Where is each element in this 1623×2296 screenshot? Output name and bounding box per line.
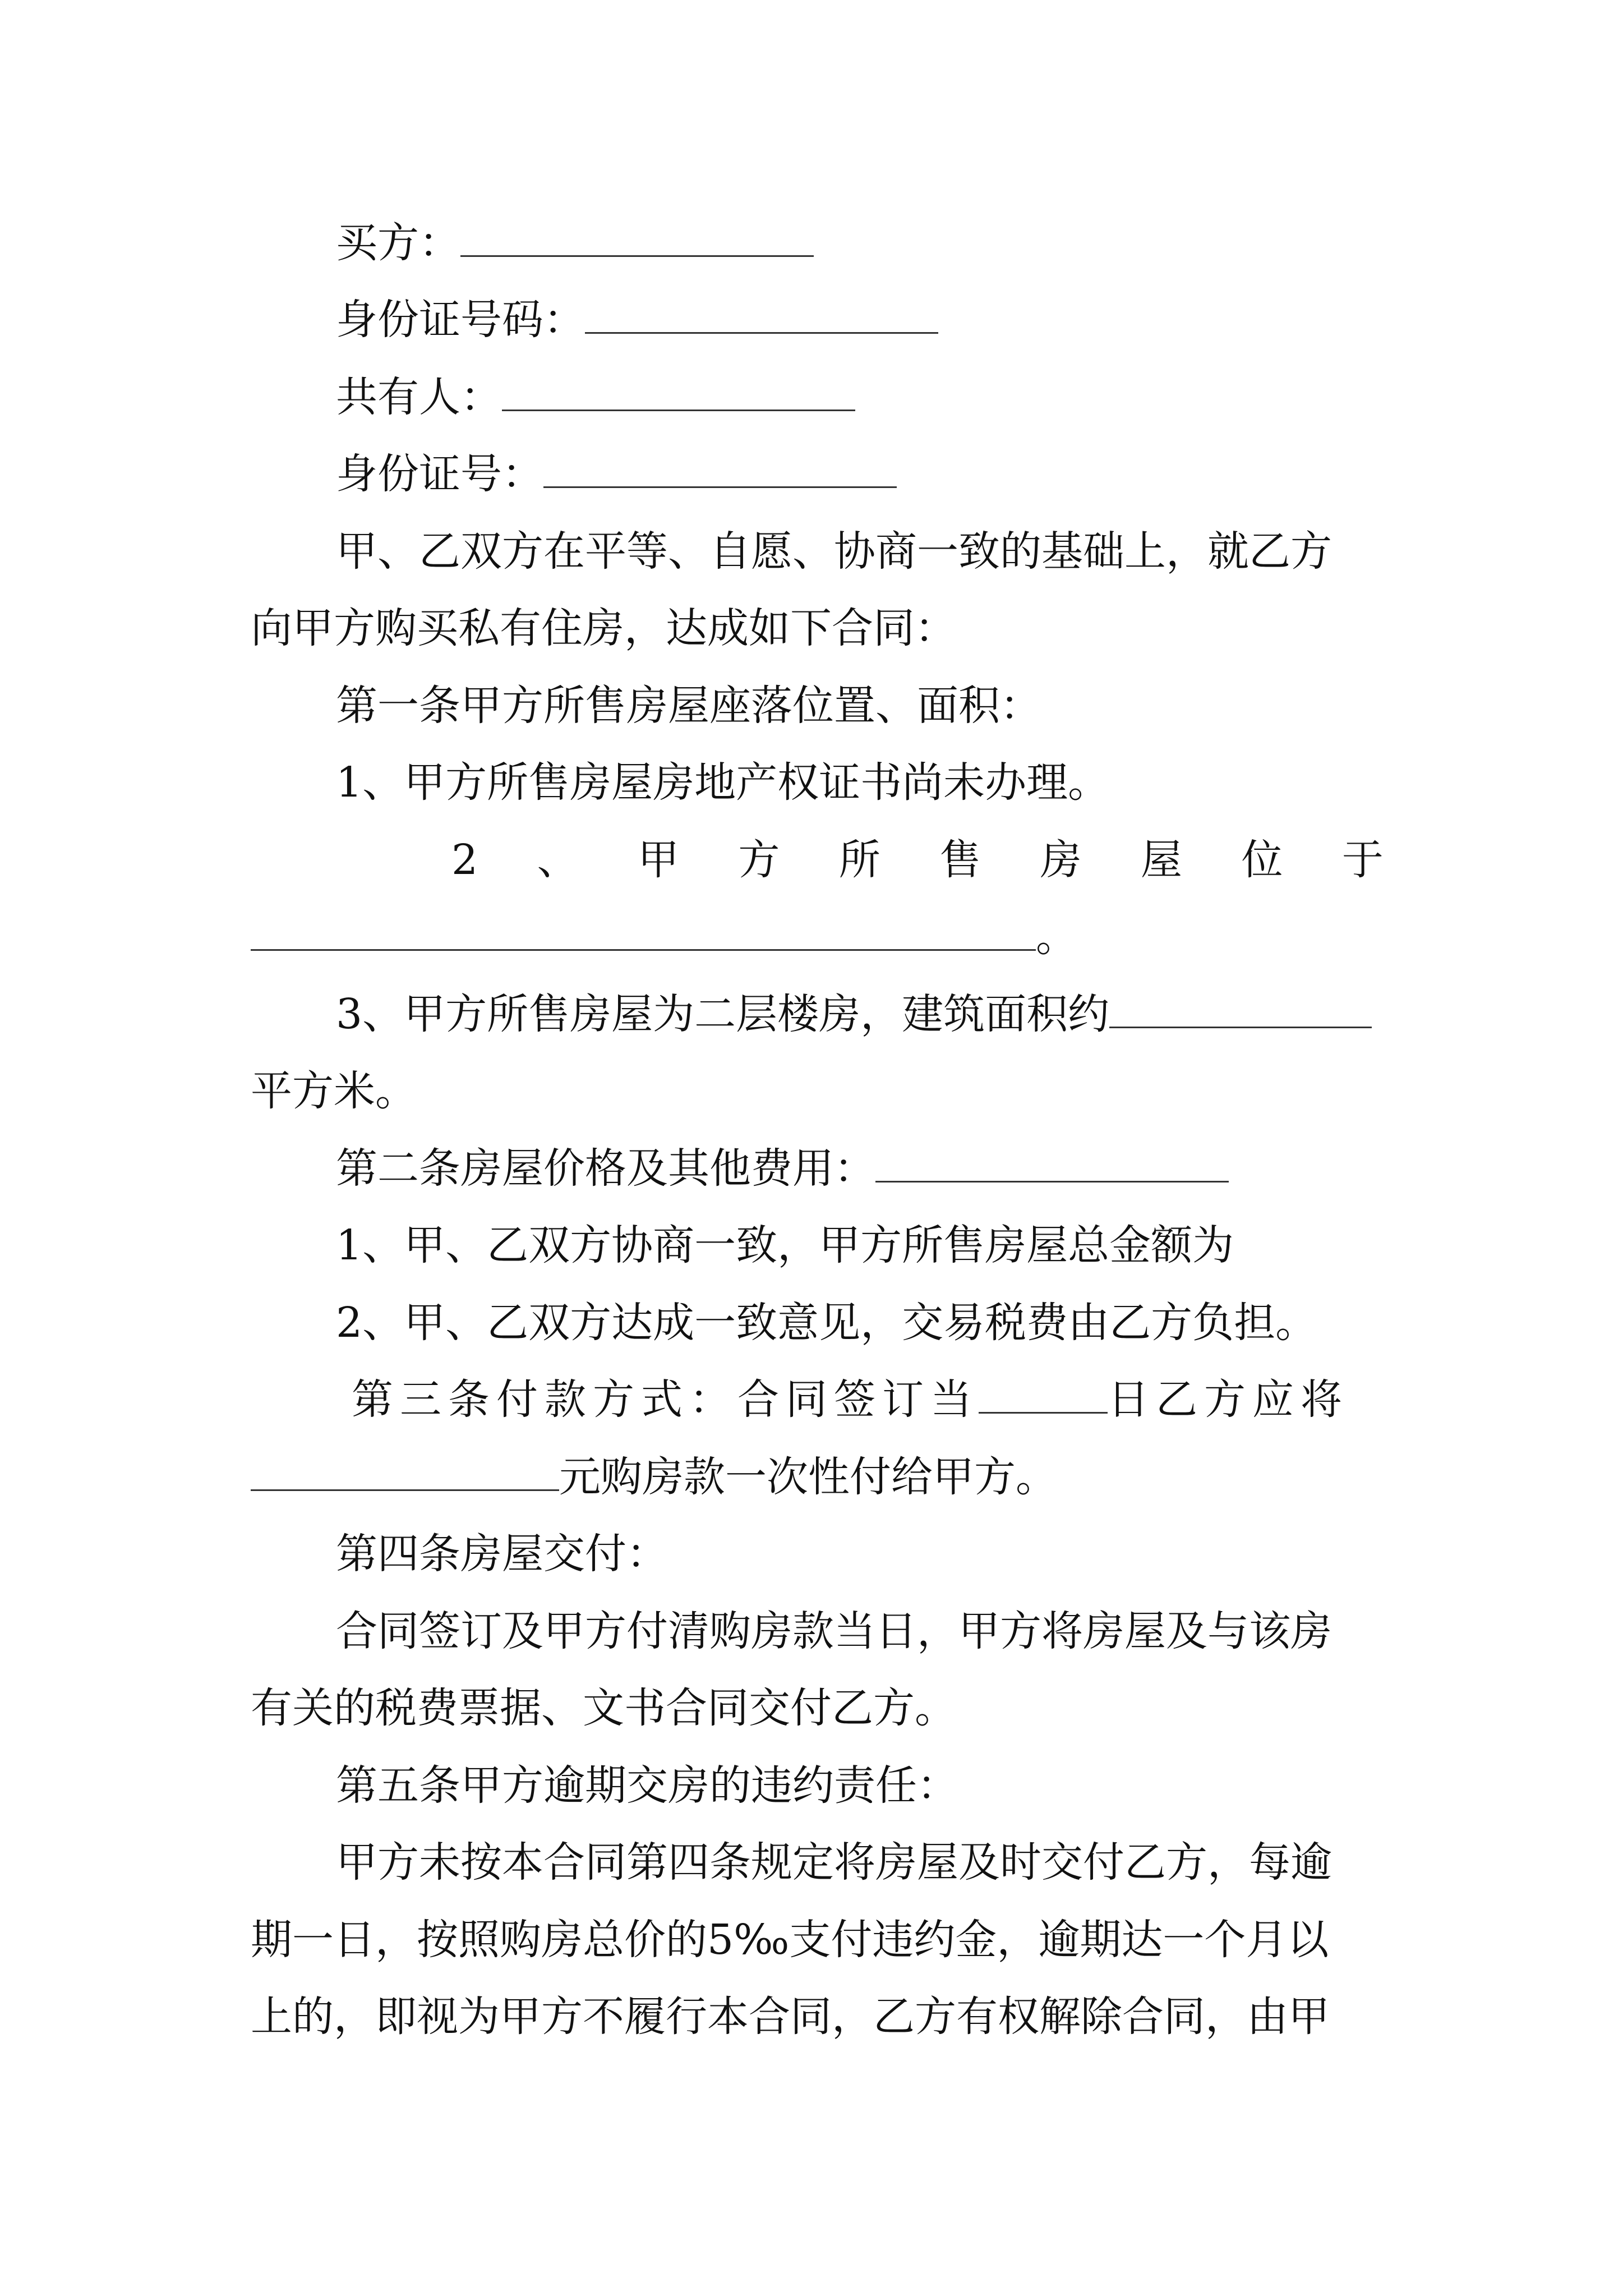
article-2-title <box>251 1140 1384 1197</box>
item-2-char: 、 <box>537 836 579 884</box>
article-1-item-3-cont: 平方米。 <box>251 1067 417 1115</box>
article-3-text-c: 元购房款一次性付给甲方。 <box>559 1453 1057 1501</box>
co-owner-blank[interactable] <box>502 375 855 411</box>
area-text: 3、甲方所售房屋为二层楼房，建筑面积约 <box>336 990 1110 1038</box>
article-2-item-2: 2、甲、乙双方达成一致意见，交易税费由乙方负担。 <box>336 1299 1317 1347</box>
co-owner-id-label: 身份证号： <box>336 450 543 498</box>
article-1-item-3 <box>251 986 1384 1042</box>
buyer-id-label: 身份证号码： <box>336 296 585 344</box>
article-3-text-b: 日乙方应将 <box>1108 1375 1349 1424</box>
intro-line-2: 向甲方购买私有住房，达成如下合同： <box>251 604 956 652</box>
article-5-title: 第五条甲方逾期交房的违约责任： <box>336 1761 958 1810</box>
article-1-item-2-cont <box>251 909 1384 965</box>
item-2-char: 位 <box>1241 836 1283 884</box>
item-2-char: 售 <box>939 836 981 884</box>
co-owner-label: 共有人： <box>336 373 502 421</box>
item-2-char: 甲 <box>637 836 679 884</box>
location-blank[interactable] <box>251 914 1036 951</box>
item-2-char: 于 <box>1341 836 1384 884</box>
buyer-line <box>251 215 1384 271</box>
intro-line-1: 甲、乙双方在平等、自愿、协商一致的基础上，就乙方 <box>336 527 1332 576</box>
article-5-para-2: 期一日，按照购房总价的5‰支付违约金，逾期达一个月以 <box>251 1916 1329 1964</box>
article-4-title: 第四条房屋交付： <box>336 1530 668 1578</box>
article-1-item-2 <box>251 832 1384 888</box>
item-2-char: 方 <box>738 836 780 884</box>
buyer-label: 买方： <box>336 219 460 267</box>
article-5-para-3: 上的，即视为甲方不履行本合同，乙方有权解除合同，由甲 <box>251 1993 1330 2041</box>
payment-amount-blank[interactable] <box>251 1455 559 1491</box>
co-owner-line <box>251 369 1384 425</box>
article-3-line-1 <box>251 1372 1384 1428</box>
article-5-para-1: 甲方未按本合同第四条规定将房屋及时交付乙方，每逾 <box>336 1838 1332 1887</box>
item-2-char: 房 <box>1040 836 1082 884</box>
buyer-id-line <box>251 292 1384 348</box>
buyer-id-blank[interactable] <box>585 297 938 334</box>
article-2-title-text: 第二条房屋价格及其他费用： <box>336 1144 875 1193</box>
co-owner-id-blank[interactable] <box>543 452 897 488</box>
item-2-char: 2 <box>451 836 478 884</box>
area-blank[interactable] <box>1109 992 1372 1028</box>
item-2-char: 屋 <box>1141 836 1183 884</box>
co-owner-id-line <box>251 446 1384 502</box>
article-1-title: 第一条甲方所售房屋座落位置、面积： <box>336 682 1041 730</box>
item-2-char: 所 <box>838 836 880 884</box>
location-end-mark: 。 <box>1036 913 1077 961</box>
article-1-item-1: 1、甲方所售房屋房地产权证书尚未办理。 <box>336 758 1110 807</box>
article-3-text-a: 第三条付款方式：合同签订当 <box>352 1375 979 1424</box>
payment-day-blank[interactable] <box>979 1377 1108 1414</box>
price-blank[interactable] <box>875 1146 1229 1182</box>
article-4-para-2: 有关的税费票据、文书合同交付乙方。 <box>251 1684 956 1732</box>
article-3-line-2 <box>251 1449 1384 1505</box>
article-2-item-1: 1、甲、乙双方协商一致，甲方所售房屋总金额为 <box>336 1221 1234 1269</box>
article-4-para-1: 合同签订及甲方付清购房款当日，甲方将房屋及与该房 <box>336 1607 1332 1655</box>
buyer-blank[interactable] <box>460 220 814 257</box>
